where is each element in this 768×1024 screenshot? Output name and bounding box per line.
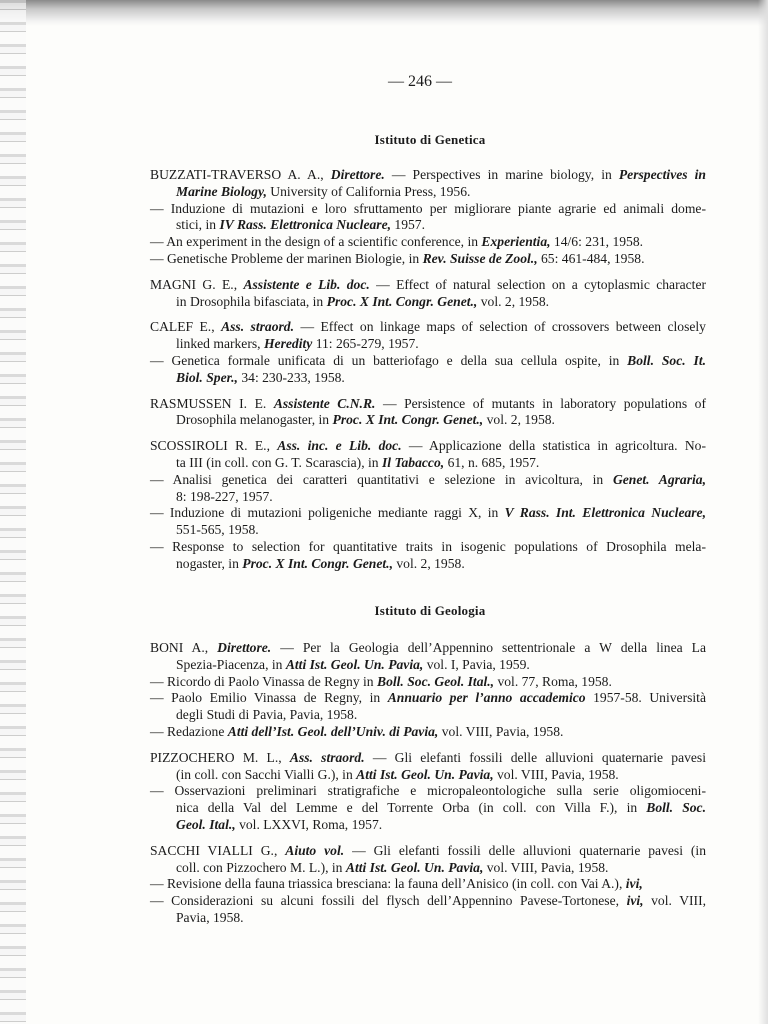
citation-line [150, 843, 706, 860]
citation-title-italic: Direttore. [217, 640, 272, 655]
citation-text: Spezia-Piacenza, in [176, 656, 286, 672]
citation-text: — Perspectives in marine biology, in [384, 167, 619, 182]
bibliography-entry [150, 750, 706, 834]
citation-line [150, 184, 706, 201]
citation-title-italic: Experientia, [481, 234, 551, 250]
citation-text: Pavia, 1958. [176, 909, 244, 925]
citation-line [150, 817, 706, 834]
citation-title-italic: Boll. Soc. It. [627, 352, 706, 368]
citation-text: — Analisi genetica dei caratteri quantitativi e selezione in avicoltura, in [150, 471, 613, 487]
citation-title-italic: Il Tabacco, [381, 454, 445, 470]
citation-title-italic: Proc. X Int. Congr. Genet., [242, 555, 393, 571]
citation-text: degli Studi di Pavia, Pavia, 1958. [176, 707, 358, 723]
citation-text: — Per la Geologia dell’Appennino settentrionale a W della linea La [271, 640, 707, 655]
citation-title-italic: IV Rass. Elettronica Nucleare, [219, 217, 392, 233]
citation-line [150, 657, 706, 674]
citation-text: vol. VIII, Pavia, 1958. [493, 766, 619, 782]
citation-text: — Induzione di mutazioni e loro sfruttamento per migliorare piante agrarie ed animali dome- [150, 200, 706, 216]
citation-title-italic: Assistente e Lib. doc. [243, 276, 370, 292]
citation-line [150, 455, 706, 472]
citation-text: — An experiment in the design of a scientific conference, in [150, 234, 482, 250]
citation-title-italic: Marine Biology, [176, 183, 267, 199]
citation-line [150, 750, 706, 767]
citation-line [150, 674, 706, 691]
citation-text: 34: 230-233, 1958. [237, 369, 345, 385]
citation-text: 14/6: 231, 1958. [550, 234, 644, 250]
citation-title-italic: Ass. inc. e Lib. doc. [277, 438, 402, 454]
citation-title-italic: Ass. straord. [221, 319, 294, 335]
citation-title-italic: Perspectives in [618, 167, 706, 182]
citation-line [150, 251, 706, 268]
citation-text: 8: 198-227, 1957. [176, 488, 273, 504]
bibliography-entry [150, 640, 706, 741]
citation-text: vol. VIII, Pavia, 1958. [438, 723, 564, 739]
citation-text: MAGNI G. E., [150, 276, 244, 292]
scan-shadow-top [0, 0, 768, 26]
citation-title-italic: Atti Ist. Geol. Un. Pavia, [285, 656, 424, 672]
citation-title-italic: Boll. Soc. [646, 800, 706, 816]
section-genetica-entries [150, 167, 706, 582]
citation-text: (in coll. con Sacchi Vialli G.), in [176, 766, 357, 782]
citation-title-italic: V Rass. Int. Elettronica Nucleare, [504, 505, 706, 521]
citation-title-italic: Biol. Sper., [176, 369, 238, 385]
citation-text: RASMUSSEN I. E. [150, 395, 274, 411]
citation-text: — Paolo Emilio Vinassa de Regny, in [150, 690, 388, 706]
citation-line [150, 690, 706, 707]
citation-text: University of California Press, 1956. [266, 183, 471, 199]
citation-text: — Osservazioni preliminari stratigrafiche e micropaleontologiche sulla serie oligomioceni- [150, 783, 706, 799]
citation-text: — Gli elefanti fossili delle alluvioni quaternarie pavesi (in [344, 842, 706, 858]
citation-line [150, 522, 706, 539]
citation-title-italic: Atti dell’Ist. Geol. dell’Univ. di Pavia, [227, 723, 439, 739]
citation-text: SACCHI VIALLI G., [150, 842, 286, 858]
citation-text: linked markers, [176, 336, 264, 352]
citation-text: — Revisione della fauna triassica bresciana: la fauna dell’Anisico (in coll. con Vai A.), [150, 876, 626, 892]
citation-text: CALEF E., [150, 319, 222, 335]
citation-title-italic: Direttore. [330, 167, 385, 182]
citation-line [150, 640, 706, 657]
citation-text: — Response to selection for quantitative traits in isogenic populations of Drosophila mela- [150, 538, 706, 554]
section-geologia-entries [150, 640, 706, 936]
citation-line [150, 707, 706, 724]
section-title-genetica: Istituto di Genetica [374, 132, 486, 147]
citation-text: vol. 2, 1958. [477, 293, 550, 309]
bibliography-entry [150, 319, 706, 386]
citation-text: coll. con Pizzochero M. L.), in [176, 859, 346, 875]
bibliography-entry [150, 843, 706, 927]
citation-line [150, 472, 706, 489]
citation-title-italic: Ass. straord. [289, 749, 365, 765]
citation-text: — Gli elefanti fossili delle alluvioni quaternarie pavesi [364, 749, 706, 765]
citation-text: — Effect on linkage maps of selection of crossovers between closely [294, 319, 706, 335]
citation-text: 65: 461-484, 1958. [537, 250, 645, 266]
citation-text: — Considerazioni su alcuni fossili del flysch dell’Appennino Pavese-Tortonese, [150, 893, 627, 909]
citation-line [150, 893, 706, 910]
citation-text: — Ricordo di Paolo Vinassa de Regny in [150, 673, 377, 689]
citation-line [150, 800, 706, 817]
citation-title-italic: Proc. X Int. Congr. Genet., [332, 412, 484, 428]
citation-text: — Genetica formale unificata di un batteriofago e della sua cellula ospite, in [150, 352, 628, 368]
bibliography-entry [150, 438, 706, 572]
citation-text: — Persistence of mutants in laboratory populations of [375, 395, 706, 411]
citation-text: nogaster, in [176, 555, 243, 571]
citation-text: BUZZATI-TRAVERSO A. A., [150, 167, 331, 182]
bibliography-entry [150, 167, 706, 268]
citation-title-italic: Geol. Ital., [176, 816, 236, 832]
citation-line [150, 505, 706, 522]
citation-line [150, 294, 706, 311]
citation-line [150, 767, 706, 784]
citation-text: — Redazione [150, 723, 228, 739]
citation-text: BONI A., [150, 640, 218, 655]
citation-title-italic: Proc. X Int. Congr. Genet., [326, 293, 478, 309]
citation-text: 1957. [391, 217, 425, 233]
citation-text: vol. VIII, [643, 893, 706, 909]
citation-text: in Drosophila bifasciata, in [176, 293, 327, 309]
citation-line [150, 167, 706, 184]
citation-text: vol. 2, 1958. [483, 412, 555, 428]
citation-line [150, 438, 706, 455]
section-title-geologia: Istituto di Geologia [374, 603, 486, 618]
citation-line [150, 860, 706, 877]
citation-line [150, 336, 706, 353]
citation-title-italic: Annuario per l’anno accademico [387, 690, 586, 706]
citation-line [150, 353, 706, 370]
citation-title-italic: Genet. Agraria, [612, 471, 706, 487]
citation-text: vol. VIII, Pavia, 1958. [483, 859, 609, 875]
citation-text: nica della Val del Lemme e del Torrente Orba (in coll. con Villa F.), in [176, 800, 647, 816]
citation-line [150, 217, 706, 234]
citation-line [150, 724, 706, 741]
citation-line [150, 370, 706, 387]
citation-title-italic: Heredity [263, 336, 313, 352]
citation-title-italic: Rev. Suisse de Zool., [422, 250, 538, 266]
citation-text: SCOSSIROLI R. E., [150, 438, 278, 454]
citation-title-italic: Aiuto vol. [285, 842, 345, 858]
citation-line [150, 783, 706, 800]
citation-text: — Induzione di mutazioni poligeniche mediante raggi X, in [150, 505, 505, 521]
citation-line [150, 201, 706, 218]
citation-text: vol. 77, Roma, 1958. [494, 673, 612, 689]
bibliography-entry [150, 277, 706, 311]
citation-text: 11: 265-279, 1957. [312, 336, 419, 352]
citation-title-italic: Assistente C.N.R. [273, 395, 376, 411]
citation-text: vol. I, Pavia, 1959. [423, 656, 530, 672]
citation-line [150, 910, 706, 927]
citation-line [150, 489, 706, 506]
citation-title-italic: ivi, [625, 876, 643, 892]
citation-text: stici, in [176, 217, 220, 233]
citation-line [150, 234, 706, 251]
citation-line [150, 396, 706, 413]
citation-text: vol. LXXVI, Roma, 1957. [235, 816, 383, 832]
citation-title-italic: ivi, [626, 893, 644, 909]
citation-text: — Effect of natural selection on a cytoplasmic character [369, 276, 707, 292]
citation-text: — Applicazione della statistica in agricoltura. No- [401, 438, 706, 454]
page-number: — 246 — [388, 73, 452, 90]
citation-line [150, 277, 706, 294]
citation-line [150, 876, 706, 893]
citation-text: vol. 2, 1958. [392, 555, 465, 571]
citation-text: 61, n. 685, 1957. [444, 454, 540, 470]
citation-text: ta III (in coll. con G. T. Scarascia), in [176, 454, 382, 470]
citation-line [150, 319, 706, 336]
citation-text: 551-565, 1958. [176, 522, 259, 538]
citation-text: 1957-58. Università [585, 690, 706, 706]
citation-line [150, 556, 706, 573]
citation-line [150, 412, 706, 429]
citation-title-italic: Boll. Soc. Geol. Ital., [377, 673, 495, 689]
scan-binding-edge [0, 0, 26, 1024]
citation-text: — Genetische Probleme der marinen Biologie, in [150, 250, 423, 266]
citation-title-italic: Atti Ist. Geol. Un. Pavia, [356, 766, 494, 782]
citation-line [150, 539, 706, 556]
citation-text: PIZZOCHERO M. L., [150, 749, 290, 765]
scan-shadow-right [758, 0, 768, 1024]
citation-text: Drosophila melanogaster, in [176, 412, 333, 428]
bibliography-entry [150, 396, 706, 430]
citation-title-italic: Atti Ist. Geol. Un. Pavia, [345, 859, 484, 875]
